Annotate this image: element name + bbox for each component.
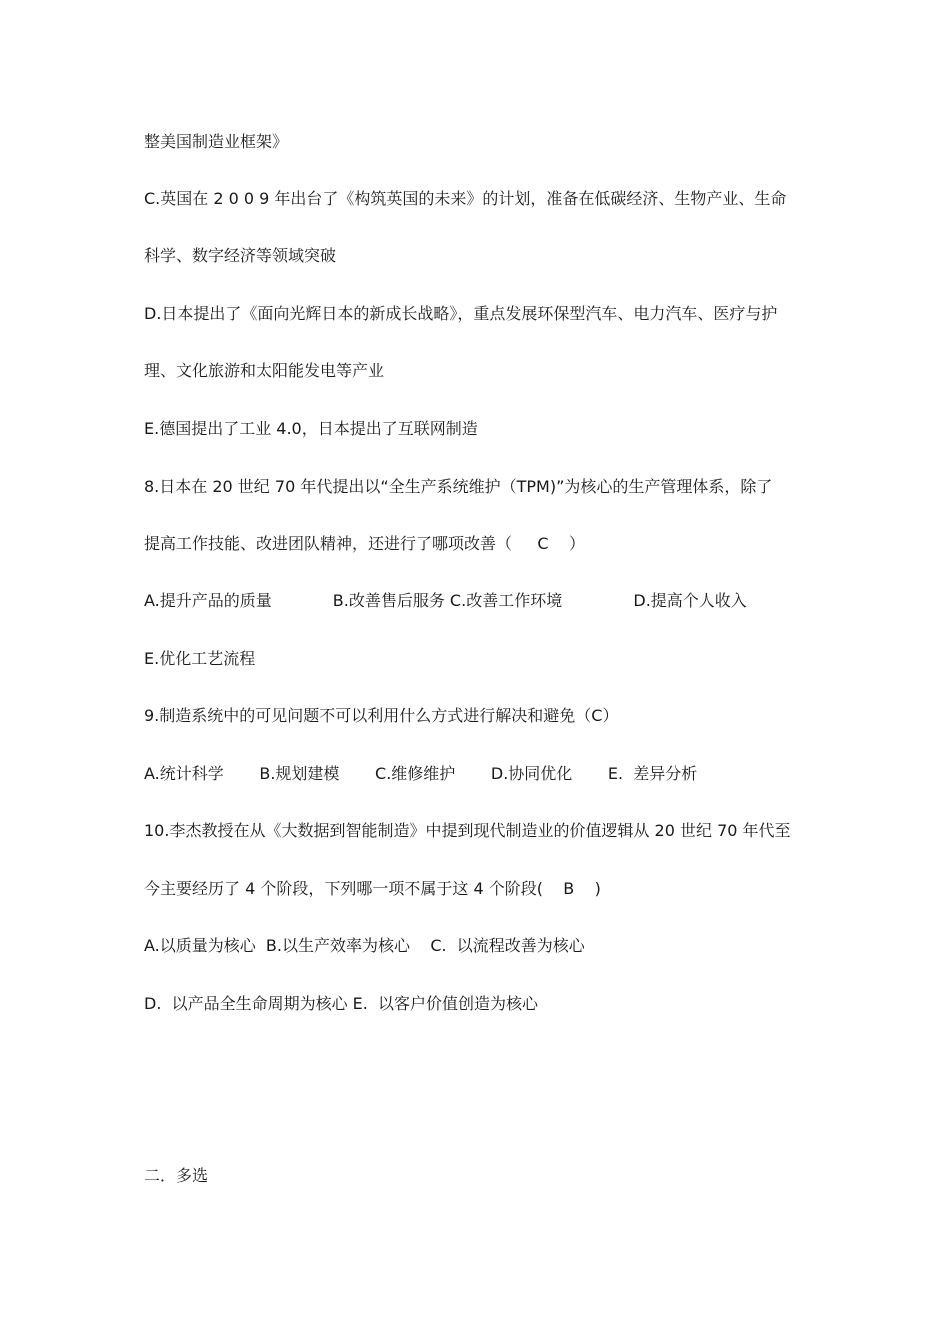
options-line: A.以质量为核心 B.以生产效率为核心 C. 以流程改善为核心 [144, 936, 585, 955]
text-line: 今主要经历了 4 个阶段，下列哪一项不属于这 4 个阶段( B ) [144, 879, 601, 898]
text-line: D.日本提出了《面向光辉日本的新成长战略》，重点发展环保型汽车、电力汽车、医疗与护 [144, 304, 778, 323]
text-line: C.英国在 2 0 0 9 年出台了《构筑英国的未来》的计划，准备在低碳经济、生物产业、生命 [144, 189, 787, 208]
text-line: 整美国制造业框架》 [144, 132, 289, 151]
options-line: A.提升产品的质量 B.改善售后服务 C.改善工作环境 D.提高个人收入 [144, 591, 747, 610]
question-10: 10.李杰教授在从《大数据到智能制造》中提到现代制造业的价值逻辑从 20 世纪 70 年代至 [144, 821, 791, 840]
question-9: 9.制造系统中的可见问题不可以利用什么方式进行解决和避免（C） [144, 706, 619, 725]
options-line: D. 以产品全生命周期为核心 E. 以客户价值创造为核心 [144, 994, 539, 1013]
text-line: 提高工作技能、改进团队精神，还进行了哪项改善（ C ） [144, 534, 585, 553]
question-8: 8.日本在 20 世纪 70 年代提出以“全生产系统维护（TPM)”为核心的生产管理体系，除了 [144, 477, 773, 496]
options-line: E.优化工艺流程 [144, 649, 256, 668]
text-line: 科学、数字经济等领域突破 [144, 246, 337, 265]
options-line: A.统计科学 B.规划建模 C.维修维护 D.协同优化 E. 差异分析 [144, 764, 698, 783]
section-heading: 二．多选 [144, 1166, 209, 1185]
text-line: E.德国提出了工业 4.0，日本提出了互联网制造 [144, 419, 478, 438]
text-line: 理、文化旅游和太阳能发电等产业 [144, 361, 385, 380]
